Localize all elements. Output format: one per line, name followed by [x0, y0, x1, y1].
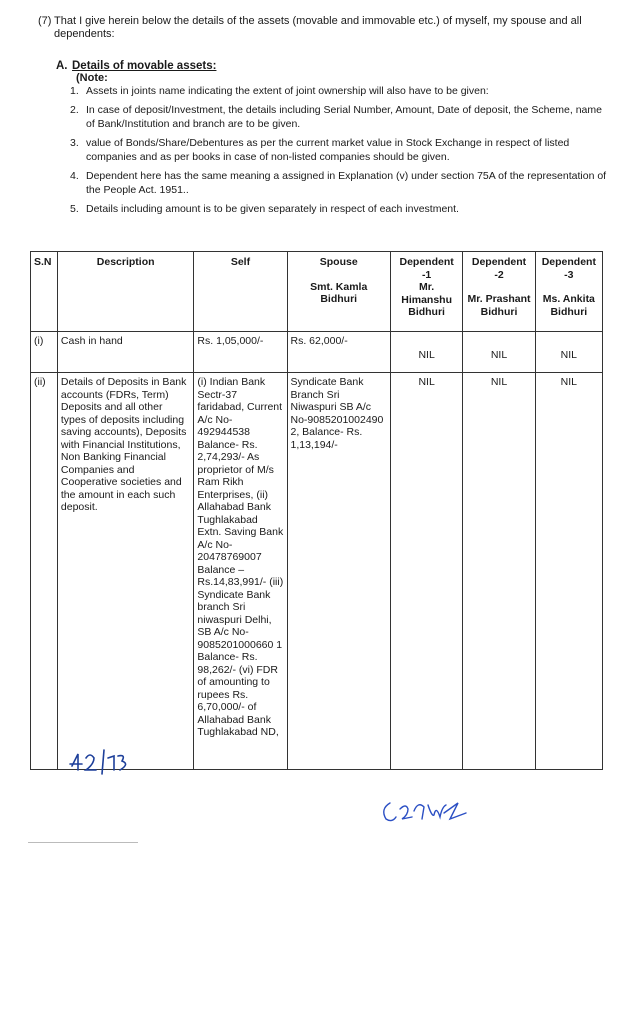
section-heading: [56, 60, 216, 72]
note-number: 3.: [70, 137, 79, 149]
note-label: (Note:: [76, 72, 108, 84]
intro-text: That I give herein below the details of the assets (movable and immovable etc.) of myself, my spouse and all dependents:: [54, 15, 582, 40]
cell-self: Rs. 1,05,000/-: [194, 332, 287, 373]
cell-dependent-1: [390, 332, 462, 373]
cell-sn: (ii): [31, 373, 58, 770]
table-row: [31, 373, 603, 770]
movable-assets-table: [30, 251, 603, 770]
header-dependent-3-name: Ms. Ankita Bidhuri: [542, 293, 595, 318]
cell-dependent-1: [390, 373, 462, 770]
header-dependent-1: [390, 252, 462, 332]
note-item: [70, 84, 610, 98]
note-item: [70, 136, 610, 164]
cell-dependent-1-value: NIL: [418, 349, 435, 361]
cell-self: (i) Indian Bank Sectr-37 faridabad, Current A/c No-492944538 Balance- Rs. 2,74,293/- As proprietor of M/s Ram Rikh Enterprises, (ii) Allahabad Bank Tughlakabad Extn. Saving Bank A/c No-20478769007 Balance – Rs.14,83,991/- (iii) Syndicate Bank branch Sri niwaspuri Delhi, SB A/c No-9085201000660 1 Balance- Rs. 98,262/- (vi) FDR of amounting to rupees Rs. 6,70,000/- of Allahabad Bank Tughlakabad ND,: [194, 373, 287, 770]
cell-spouse: Rs. 62,000/-: [287, 332, 390, 373]
header-spouse: [287, 252, 390, 332]
cell-description: Cash in hand: [57, 332, 194, 373]
cell-dependent-1-value: NIL: [418, 376, 435, 388]
cell-dependent-3: [535, 373, 602, 770]
header-dependent-1-name: Mr. Himanshu Bidhuri: [401, 281, 452, 318]
section-letter: A.: [56, 60, 68, 72]
note-text: Dependent here has the same meaning a assigned in Explanation (v) under section 75A of the representation of the People Act. 1951..: [86, 170, 607, 196]
cell-dependent-2: [463, 332, 535, 373]
cell-dependent-3-value: NIL: [560, 349, 578, 361]
note-item: [70, 169, 610, 197]
note-number: 4.: [70, 170, 79, 182]
note-item: [70, 103, 610, 131]
cell-spouse: Syndicate Bank Branch Sri Niwaspuri SB A/c No-9085201002490 2, Balance- Rs. 1,13,194/-: [287, 373, 390, 770]
section-title: Details of movable assets:: [72, 60, 217, 72]
note-text: In case of deposit/Investment, the details including Serial Number, Amount, Date of deposit, the Scheme, name of Bank/Institution and branch are to be given.: [86, 104, 602, 130]
header-description: Description: [57, 252, 194, 332]
header-spouse-name: Smt. Kamla Bidhuri: [310, 280, 368, 305]
notes-list: [70, 84, 610, 221]
header-self: Self: [194, 252, 287, 332]
note-text: value of Bonds/Share/Debentures as per the current market value in Stock Exchange in respect of listed companies and as per books in case of non-listed companies should be given.: [86, 137, 570, 163]
note-text: Assets in joints name indicating the extent of joint ownership will also have to be given:: [86, 85, 489, 97]
table-header-row: [31, 252, 603, 332]
header-dependent-1-label: Dependent -1: [399, 256, 454, 281]
note-text: Details including amount is to be given separately in respect of each investment.: [86, 203, 459, 215]
header-spouse-label: Spouse: [319, 256, 358, 268]
cell-sn: (i): [31, 332, 58, 373]
note-number: 2.: [70, 104, 79, 116]
table-row: [31, 332, 603, 373]
note-item: [70, 202, 610, 216]
cell-description: Details of Deposits in Bank accounts (FDRs, Term) Deposits and all other types of deposits including saving accounts), Deposits with Financial Institutions, Non Banking Financial Companies and Cooperative societies and the amount in each such deposit.: [57, 373, 194, 770]
header-dependent-2-name: Mr. Prashant Bidhuri: [467, 293, 531, 318]
note-number: 1.: [70, 85, 79, 97]
cell-dependent-2-value: NIL: [490, 376, 508, 388]
cell-dependent-2-value: NIL: [490, 349, 508, 361]
header-dependent-3-label: Dependent -3: [541, 256, 596, 281]
header-dependent-2: [463, 252, 535, 332]
cell-dependent-3-value: NIL: [560, 376, 578, 388]
note-number: 5.: [70, 203, 79, 215]
header-sn: S.N: [31, 252, 58, 332]
header-dependent-3: [535, 252, 602, 332]
page-divider: [28, 842, 138, 843]
cell-dependent-2: [463, 373, 535, 770]
handwritten-date-mark: [68, 748, 132, 776]
header-dependent-2-label: Dependent -2: [471, 256, 527, 281]
handwritten-signature: [378, 795, 470, 825]
intro-number: (7): [38, 15, 52, 27]
cell-dependent-3: [535, 332, 602, 373]
